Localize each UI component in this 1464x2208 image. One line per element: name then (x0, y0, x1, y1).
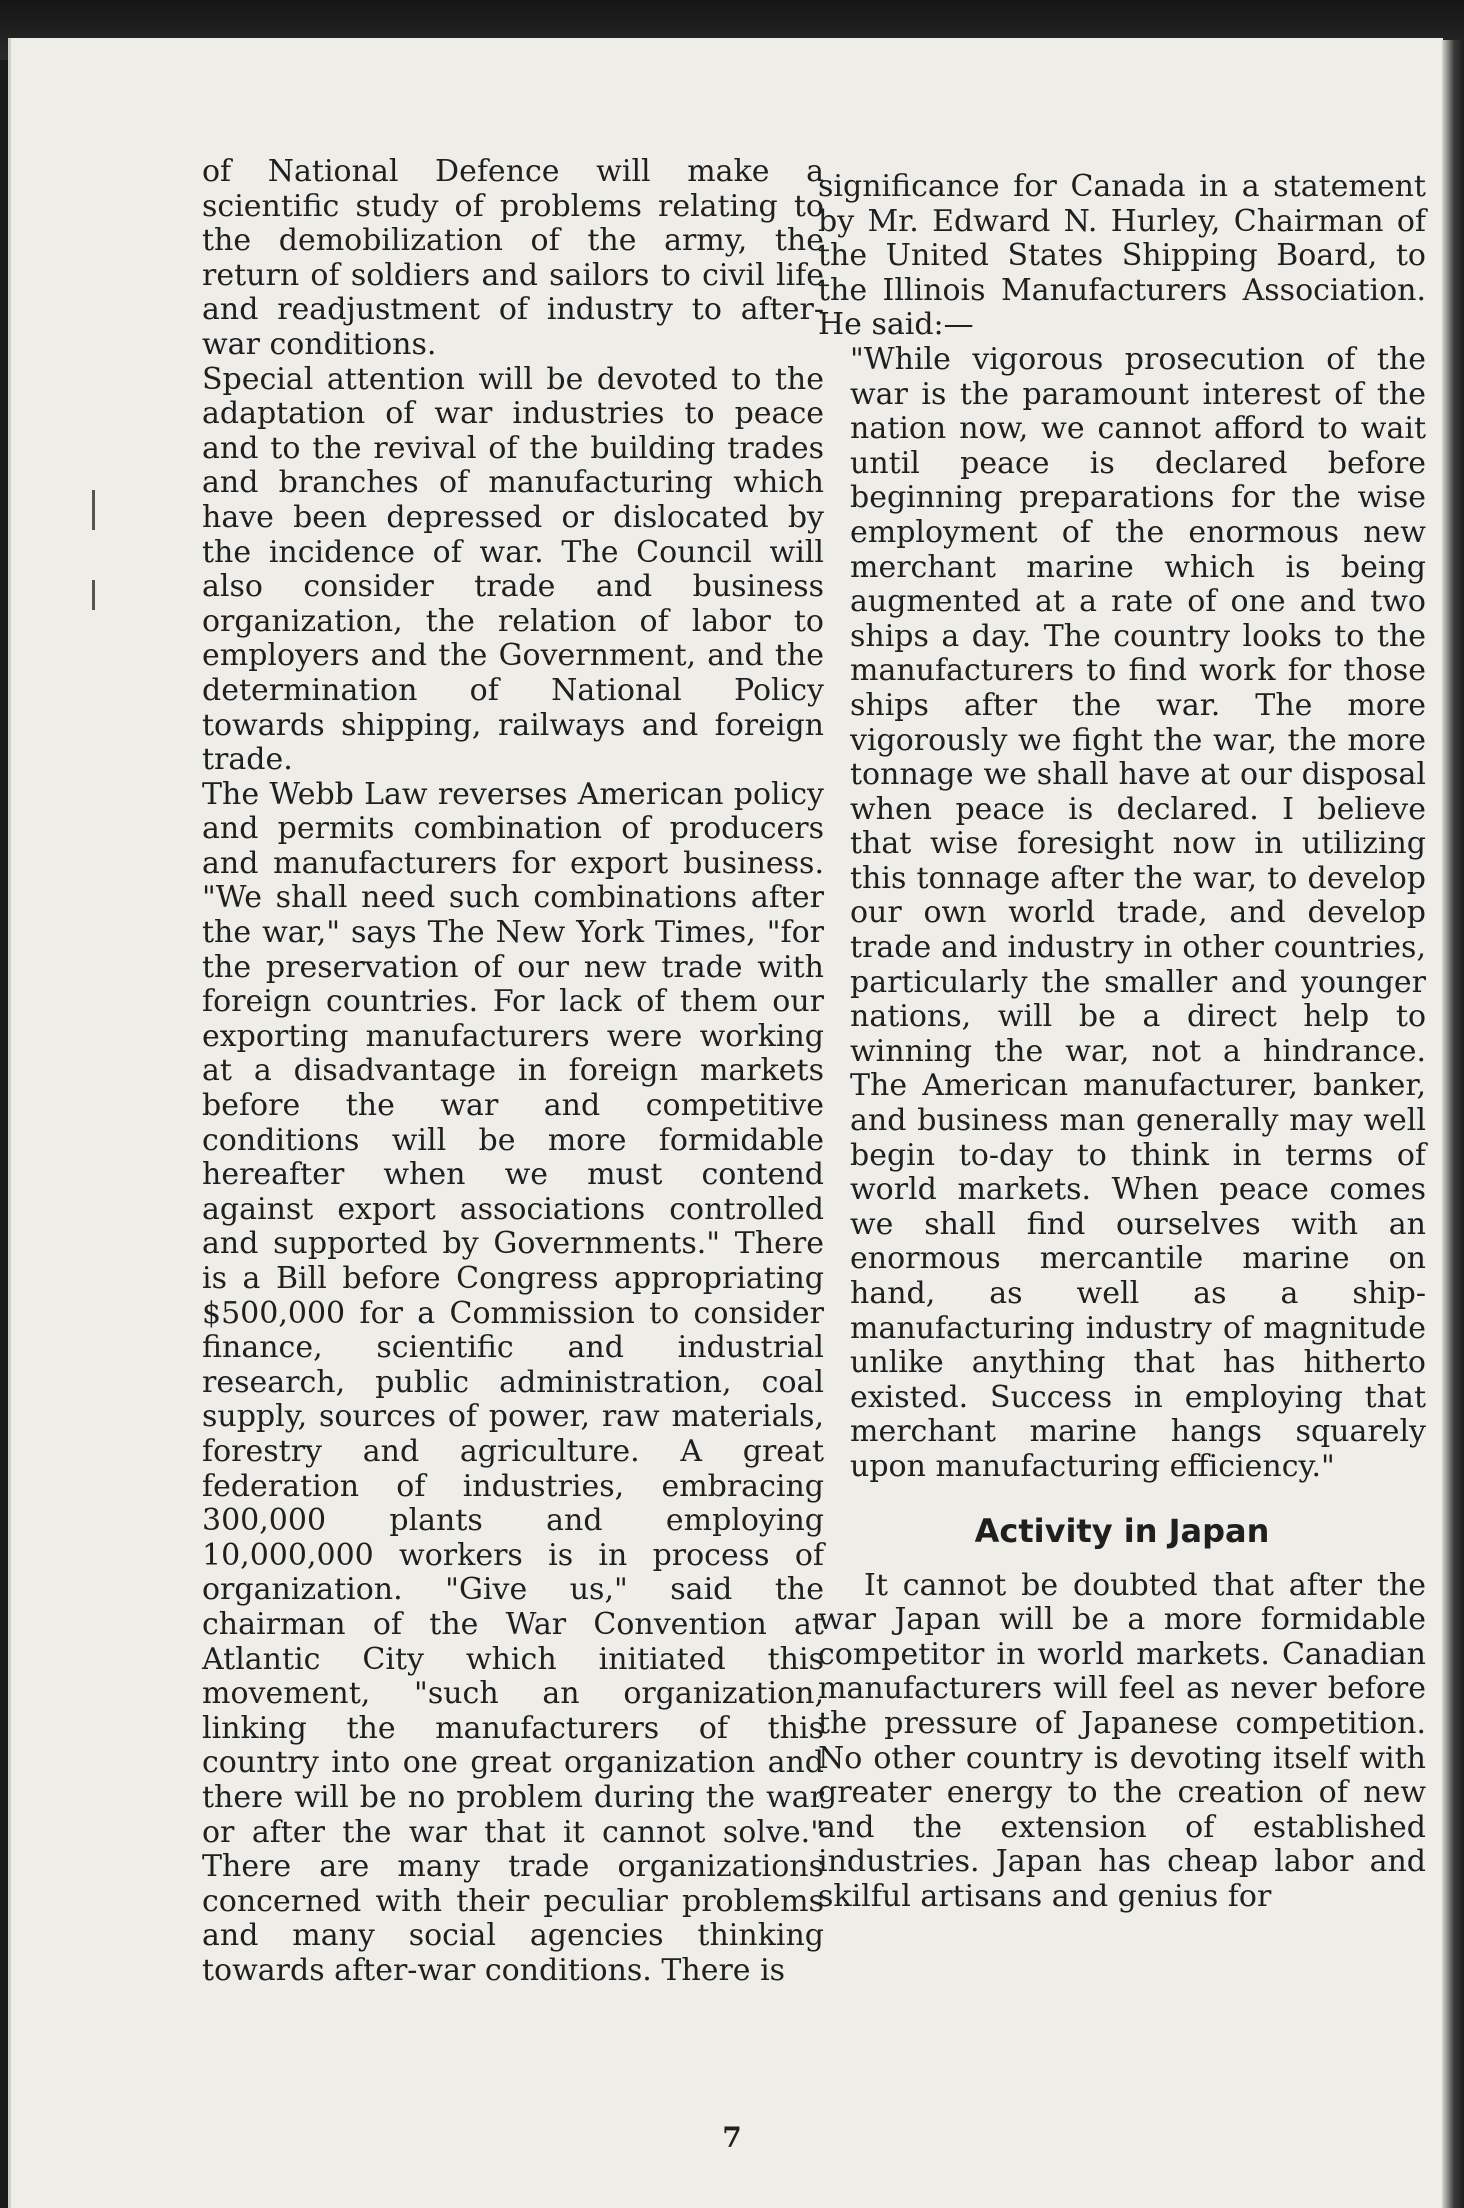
right-column (818, 170, 1426, 1915)
left-column (202, 155, 824, 1988)
paragraph: It cannot be doubted that after the war Japan will be a more formidable competitor in world markets. Canadian manufacturers will feel as never before the pressure of Japanese competition. No other country is devoting itself with greater energy to the creation of new and the extension of established industries. Japan has cheap labor and skilful artisans and genius for (818, 1567, 1426, 1914)
paragraph: significance for Canada in a statement by Mr. Edward N. Hurley, Chairman of the United States Shipping Board, to the Illinois Manufacturers Association. He said:— (818, 169, 1426, 343)
scan-right-border (1442, 40, 1464, 2208)
section-heading: Activity in Japan (974, 1511, 1270, 1550)
page-number: 7 (722, 2121, 742, 2154)
margin-mark (92, 490, 95, 530)
margin-mark (92, 580, 95, 610)
paragraph: of National Defence will make a scientific study of problems relating to the demobilization of the army, the return of soldiers and sailors to civil life and readjustment of industry to after-war conditions. (202, 154, 824, 362)
paragraph: Special attention will be devoted to the adaptation of war industries to peace and to the revival of the building trades and branches of manufacturing which have been depressed or dislocated by the incidence of war. The Council will also consider trade and business organization, the relation of labor to employers and the Government, and the determination of National Policy towards shipping, railways and foreign trade. (202, 361, 824, 778)
paragraph: The Webb Law reverses American policy and permits combination of producers and manufacturers for export business. "We shall need such combinations after the war," says The New York Times, "for the preservation of our new trade with foreign countries. For lack of them our exporting manufacturers were working at a disadvantage in foreign markets before the war and competitive conditions will be more formidable hereafter when we must contend against export associations controlled and supported by Governments." There is a Bill before Congress appropriating $500,000 for a Commission to consider finance, scientific and industrial research, public administration, coal supply, sources of power, raw materials, forestry and agriculture. A great federation of industries, embracing 300,000 plants and employing 10,000,000 workers is in process of organization. "Give us," said the chairman of the War Convention at Atlantic City which initiated this movement, "such an organization, linking the manufacturers of this country into one great organization and there will be no problem during the war or after the war that it cannot solve." There are many trade organizations concerned with their peculiar problems and many social agencies thinking towards after-war conditions. There is (202, 776, 824, 1988)
block-quote: "While vigorous prosecution of the war is the paramount interest of the nation now, we cannot afford to wait until peace is declared before beginning preparations for the wise employment of the enormous new merchant marine which is being augmented at a rate of one and two ships a day. The country looks to the manufacturers to find work for those ships after the war. The more vigorously we fight the war, the more tonnage we shall have at our disposal when peace is declared. I believe that wise foresight now in utilizing this tonnage after the war, to develop our own world trade, and develop trade and industry in other countries, particularly the smaller and younger nations, will be a direct help to winning the war, not a hindrance. The American manufacturer, banker, and business man generally may well begin to-day to think in terms of world markets. When peace comes we shall find ourselves with an enormous mercantile marine on hand, as well as a ship-manufacturing industry of magnitude unlike anything that has hitherto existed. Success in employing that merchant marine hangs squarely upon manufacturing efficiency." (850, 341, 1426, 1484)
